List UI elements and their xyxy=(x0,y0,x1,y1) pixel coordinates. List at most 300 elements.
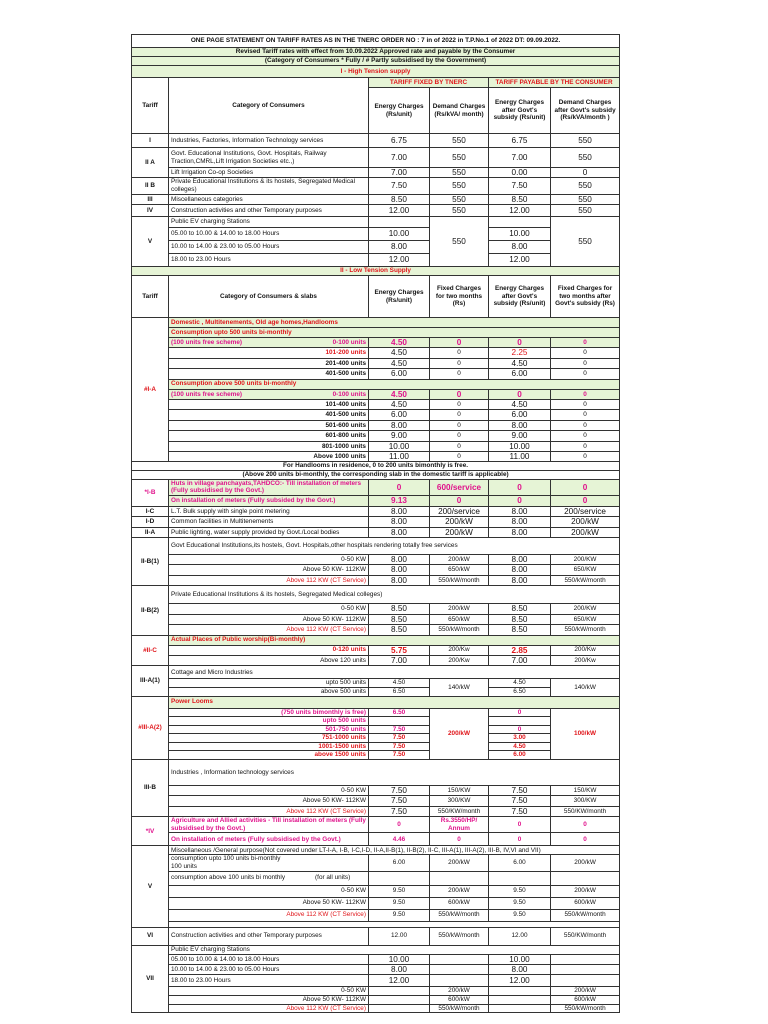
table-row xyxy=(132,228,620,241)
table-row xyxy=(132,796,620,806)
energy-after: 12.00 xyxy=(489,254,551,267)
fixed: 0 xyxy=(430,358,489,368)
fixed: 0 xyxy=(430,389,489,399)
fixed: 0 xyxy=(430,369,489,379)
table-row xyxy=(132,148,620,168)
table-row xyxy=(132,241,620,254)
table-row xyxy=(132,506,620,516)
fixed: 140/kW xyxy=(430,679,489,696)
slab-label: 201-400 units xyxy=(169,358,369,368)
fixed: 0 xyxy=(430,420,489,430)
load-slab: Above 50 KW- 112KW xyxy=(169,996,369,1005)
energy: 0 xyxy=(369,479,430,495)
fixed-after: 0 xyxy=(551,358,620,368)
table-row xyxy=(132,276,620,318)
category xyxy=(169,871,369,885)
fixed: 0 xyxy=(430,338,489,348)
energy-after: 6.00 xyxy=(489,369,551,379)
energy: 7.50 xyxy=(369,796,430,806)
table-row xyxy=(132,760,620,786)
energy-after: 8.00 xyxy=(489,965,551,975)
fixed-after: 650/KW xyxy=(551,565,620,575)
fixed: 550/kW/month xyxy=(430,625,489,635)
tariff-code: VI xyxy=(132,927,169,945)
energy-after xyxy=(489,996,551,1005)
table-row xyxy=(132,996,620,1005)
category: Common facilities in Multitenements xyxy=(169,517,369,527)
col-energy-after: Energy Charges after Govt's subsidy (Rs/unit) xyxy=(489,88,551,134)
table-row xyxy=(132,168,620,178)
fixed: 0 xyxy=(430,400,489,410)
table-row xyxy=(132,965,620,975)
energy-after: 3.00 xyxy=(489,734,551,743)
energy: 9.50 xyxy=(369,897,430,909)
category: Cottage and Micro Industries xyxy=(169,666,620,679)
slab-label: 751-1000 units xyxy=(169,734,369,743)
energy: 5.75 xyxy=(369,645,430,655)
slab-range: 100 units xyxy=(171,863,197,871)
energy: 7.00 xyxy=(369,655,430,665)
col-category: Category of Consumers & slabs xyxy=(169,276,369,318)
load-slab: Above 50 KW- 112KW xyxy=(169,614,369,624)
slab-label: 1001-1500 units xyxy=(169,742,369,751)
energy: 4.50 xyxy=(369,358,430,368)
table-row xyxy=(132,927,620,945)
tariff-code: *I-B xyxy=(132,479,169,506)
table-row xyxy=(132,604,620,614)
energy: 7.50 xyxy=(369,742,430,751)
time-slab: 18.00 to 23.00 Hours xyxy=(169,254,369,267)
table-row xyxy=(132,909,620,921)
slab-label: consumption above 100 units bi monthly xyxy=(171,874,286,882)
energy-after: 0 xyxy=(489,479,551,495)
table-row xyxy=(132,871,620,885)
energy: 4.50 xyxy=(369,338,430,348)
table-row xyxy=(132,389,620,399)
energy: 12.00 xyxy=(369,975,430,987)
demand-after: 550 xyxy=(551,178,620,194)
table-row xyxy=(132,35,620,48)
energy-after: 7.50 xyxy=(489,178,551,194)
tnerc-head: TARIFF FIXED BY TNERC xyxy=(369,78,489,88)
energy-after: 8.00 xyxy=(489,527,551,537)
col-tariff: Tariff xyxy=(132,78,169,134)
energy: 7.50 xyxy=(369,751,430,760)
demand: 550 xyxy=(430,194,489,204)
table-row xyxy=(132,517,620,527)
slab-label xyxy=(169,338,369,348)
fixed xyxy=(430,954,489,964)
energy-after: 0 xyxy=(489,833,551,846)
category: Construction activities and other Temporary purposes xyxy=(169,927,369,945)
fixed-after: 0 xyxy=(551,389,620,399)
col-tariff: Tariff xyxy=(132,276,169,318)
energy-after: 0 xyxy=(489,495,551,506)
energy: 6.00 xyxy=(369,855,430,871)
fixed: 550/kW/month xyxy=(430,909,489,921)
load-slab: Above 50 KW- 112KW xyxy=(169,565,369,575)
tariff-code: II B xyxy=(132,178,169,194)
energy: 8.50 xyxy=(369,604,430,614)
fixed-after: 0 xyxy=(551,420,620,430)
energy-after: 8.50 xyxy=(489,625,551,635)
energy-after: 6.00 xyxy=(489,410,551,420)
energy-after xyxy=(489,217,551,228)
energy xyxy=(369,1004,430,1013)
free-scheme-label: (100 units free scheme) xyxy=(171,338,243,346)
col-fixed: Fixed Charges for two months (Rs) xyxy=(430,276,489,318)
energy-after: 4.50 xyxy=(489,679,551,688)
tariff-code: I-D xyxy=(132,517,169,527)
fixed-after: 0 xyxy=(551,479,620,495)
section-ht: I - High Tension supply xyxy=(132,66,620,78)
energy: 8.00 xyxy=(369,420,430,430)
load-slab: 0-50 KW xyxy=(169,786,369,796)
load-slab: Above 50 KW- 112KW xyxy=(169,796,369,806)
energy: 12.00 xyxy=(369,254,430,267)
energy: 12.00 xyxy=(369,927,430,945)
fixed: 550/kW/month xyxy=(430,927,489,945)
slab-label: upto 500 units xyxy=(169,679,369,688)
energy-after: 9.50 xyxy=(489,897,551,909)
page-subtitle: Revised Tariff rates with effect from 10.09.2022 Approved rate and payable by the Consumer xyxy=(132,48,620,57)
time-slab: 05.00 to 10.00 & 14.00 to 18.00 Hours xyxy=(169,954,369,964)
fixed: 200/kW xyxy=(430,885,489,897)
category: Private Educational Institutions & its hostels, Segregated Medical colleges) xyxy=(169,586,620,604)
energy-after: 9.50 xyxy=(489,909,551,921)
energy-after: 0 xyxy=(489,338,551,348)
fixed: 150/KW xyxy=(430,786,489,796)
energy-after: 2.85 xyxy=(489,645,551,655)
energy-after: 8.00 xyxy=(489,565,551,575)
tariff-code: IV xyxy=(132,205,169,217)
table-row xyxy=(132,625,620,635)
energy-after: 6.75 xyxy=(489,134,551,148)
energy-after: 12.00 xyxy=(489,205,551,217)
table-row xyxy=(132,452,620,462)
slab-label: 101-200 units xyxy=(169,348,369,358)
energy: 8.50 xyxy=(369,194,430,204)
category: On installation of meters (Fully subsided by the Govt.) xyxy=(169,495,369,506)
slab-label: 601-800 units xyxy=(169,431,369,441)
table-row xyxy=(132,217,620,228)
fixed xyxy=(430,965,489,975)
time-slab: 05.00 to 10.00 & 14.00 to 18.00 Hours xyxy=(169,228,369,241)
energy-after: 12.00 xyxy=(489,975,551,987)
category: On installation of meters (Fully subsidised by the Govt.) xyxy=(169,833,369,846)
energy-after: 11.00 xyxy=(489,452,551,462)
energy: 8.50 xyxy=(369,614,430,624)
handloom-note: For Handlooms in residence, 0 to 200 units bimonthly is free. xyxy=(132,462,620,471)
domestic-head: Domestic , Multitenements, Old age homes,Handlooms xyxy=(169,318,620,328)
table-row xyxy=(132,945,620,954)
energy-after: 0.00 xyxy=(489,168,551,178)
table-row xyxy=(132,575,620,585)
tariff-code: #I-A xyxy=(132,318,169,462)
energy-after: 0 xyxy=(489,817,551,833)
fixed: 600/service xyxy=(430,479,489,495)
fixed-after: 0 xyxy=(551,495,620,506)
fixed-after: 200/kW xyxy=(551,517,620,527)
fixed xyxy=(430,871,489,885)
table-row xyxy=(132,57,620,66)
energy-after: 7.50 xyxy=(489,786,551,796)
energy-after: 7.50 xyxy=(489,806,551,816)
table-row xyxy=(132,338,620,348)
fixed-after: 0 xyxy=(551,410,620,420)
energy-after: 7.00 xyxy=(489,148,551,168)
table-row xyxy=(132,66,620,78)
fixed: 650/kW xyxy=(430,565,489,575)
table-row xyxy=(132,687,620,696)
slab-label: Above 120 units xyxy=(169,655,369,665)
category: Public EV charging Stations xyxy=(169,217,369,228)
table-row xyxy=(132,410,620,420)
demand: 550 xyxy=(430,217,489,267)
fixed xyxy=(430,975,489,987)
table-row xyxy=(132,431,620,441)
table-row xyxy=(132,846,620,855)
fixed: 200/Kw xyxy=(430,645,489,655)
fixed-after: 200/service xyxy=(551,506,620,516)
table-row xyxy=(132,194,620,204)
fixed: 200/Kw xyxy=(430,655,489,665)
category: Miscellaneous /General purpose(Not covered under LT-I-A, I-B, I-C,I-D, II-A,II-B(1), II-B(2), II-C, III-A(1), III-A(2), III-B, IV,VI and VII) xyxy=(169,846,620,855)
energy: 10.00 xyxy=(369,228,430,241)
slab-label: above 500 units xyxy=(169,687,369,696)
tariff-code: II-B(1) xyxy=(132,538,169,586)
energy: 7.50 xyxy=(369,806,430,816)
table-row xyxy=(132,495,620,506)
table-row xyxy=(132,400,620,410)
fixed: Rs.3550/HP/ Annum xyxy=(430,817,489,833)
energy-after: 6.00 xyxy=(489,751,551,760)
table-row xyxy=(132,717,620,726)
demand: 550 xyxy=(430,205,489,217)
category: Actual Places of Public worship(Bi-monthly) xyxy=(169,635,620,645)
load-slab: Above 112 KW (CT Service) xyxy=(169,1004,369,1013)
fixed-after: 0 xyxy=(551,452,620,462)
fixed: 200/kW xyxy=(430,855,489,871)
fixed-after: 0 xyxy=(551,833,620,846)
table-row xyxy=(132,987,620,996)
col-demand: Demand Charges (Rs/kVA/ month) xyxy=(430,88,489,134)
fixed-after: 0 xyxy=(551,431,620,441)
col-energy-after: Energy Charges after Govt's subsidy (Rs/unit) xyxy=(489,276,551,318)
energy-after xyxy=(489,1004,551,1013)
energy: 8.00 xyxy=(369,555,430,565)
energy: 4.50 xyxy=(369,400,430,410)
table-row xyxy=(132,786,620,796)
fixed-after xyxy=(551,975,620,987)
slab-label: above 1500 units xyxy=(169,751,369,760)
table-row xyxy=(132,806,620,816)
fixed-after xyxy=(551,954,620,964)
load-slab: Above 112 KW (CT Service) xyxy=(169,575,369,585)
page-title: ONE PAGE STATEMENT ON TARIFF RATES AS IN THE TNERC ORDER NO : 7 in of 2022 in T.P.No.1 of 2022 DT: 09.09.2022. xyxy=(132,35,620,48)
energy-after: 0 xyxy=(489,725,551,734)
demand-after: 550 xyxy=(551,134,620,148)
table-row xyxy=(132,975,620,987)
table-row xyxy=(132,855,620,871)
energy: 4.50 xyxy=(369,389,430,399)
fixed-after: 0 xyxy=(551,817,620,833)
time-slab: 18.00 to 23.00 Hours xyxy=(169,975,369,987)
page-subtitle-2: (Category of Consumers * Fully / # Partly subsidised by the Government) xyxy=(132,57,620,66)
load-slab: Above 112 KW (CT Service) xyxy=(169,625,369,635)
energy-after xyxy=(489,717,551,726)
energy-after: 8.50 xyxy=(489,614,551,624)
energy: 7.50 xyxy=(369,734,430,743)
tariff-sheet xyxy=(131,34,619,1013)
fixed-after: 100/kW xyxy=(551,708,620,760)
energy-after: 8.50 xyxy=(489,604,551,614)
energy: 12.00 xyxy=(369,205,430,217)
upto500-head: Consumption upto 500 units bi-monthly xyxy=(169,328,620,338)
table-row xyxy=(132,586,620,604)
table-row xyxy=(132,78,620,88)
fixed: 200/kW xyxy=(430,708,489,760)
fixed-after: 200/KW xyxy=(551,604,620,614)
demand-after: 550 xyxy=(551,217,620,267)
energy-after: 6.00 xyxy=(489,855,551,871)
fixed-after: 550/KW/month xyxy=(551,806,620,816)
category: Public lighting, water supply provided by Govt./Local bodies xyxy=(169,527,369,537)
category: Miscellaneous categories xyxy=(169,194,369,204)
fixed-after xyxy=(551,871,620,885)
table-row xyxy=(132,267,620,276)
fixed: 600/kW xyxy=(430,897,489,909)
table-row xyxy=(132,742,620,751)
slab-label: upto 500 units xyxy=(169,717,369,726)
energy-after: 8.00 xyxy=(489,241,551,254)
tariff-code: *IV xyxy=(132,817,169,846)
table-row xyxy=(132,751,620,760)
fixed-after: 550/KW/month xyxy=(551,927,620,945)
fixed: 300/KW xyxy=(430,796,489,806)
demand: 550 xyxy=(430,168,489,178)
energy: 10.00 xyxy=(369,441,430,451)
slab-label: 801-1000 units xyxy=(169,441,369,451)
energy xyxy=(369,217,430,228)
energy: 10.00 xyxy=(369,954,430,964)
fixed-after: 150/KW xyxy=(551,786,620,796)
table-row xyxy=(132,666,620,679)
fixed-after: 200/kW xyxy=(551,885,620,897)
tariff-table xyxy=(131,34,620,1013)
fixed-after: 550/kW/month xyxy=(551,575,620,585)
energy-after: 0 xyxy=(489,708,551,717)
table-row xyxy=(132,565,620,575)
energy-after: 4.50 xyxy=(489,358,551,368)
table-row xyxy=(132,725,620,734)
tariff-code: I-C xyxy=(132,506,169,516)
tariff-code: V xyxy=(132,846,169,927)
fixed: 0 xyxy=(430,410,489,420)
category: Power Looms xyxy=(169,696,620,708)
slab-label: (750 units bimonthly is free) xyxy=(169,708,369,717)
fixed-after: 200/KW xyxy=(551,555,620,565)
table-row xyxy=(132,328,620,338)
table-row xyxy=(132,48,620,57)
fixed-after: 550/kW/month xyxy=(551,909,620,921)
energy xyxy=(369,987,430,996)
fixed: 200/kW xyxy=(430,527,489,537)
energy-after: 0 xyxy=(489,389,551,399)
section-lt: II - Low Tension Supply xyxy=(132,267,620,276)
energy: 6.50 xyxy=(369,687,430,696)
fixed-after: 200/Kw xyxy=(551,655,620,665)
energy-after: 10.00 xyxy=(489,441,551,451)
fixed: 0 xyxy=(430,495,489,506)
load-slab: Above 112 KW (CT Service) xyxy=(169,806,369,816)
col-energy: Energy Charges (Rs/unit) xyxy=(369,88,430,134)
category: Public EV charging Stations xyxy=(169,945,620,954)
fixed-after: 600/kW xyxy=(551,897,620,909)
slab-range: 0-100 units xyxy=(332,338,366,346)
tariff-code: VII xyxy=(132,945,169,1013)
fixed-after: 650/KW xyxy=(551,614,620,624)
energy-after: 8.00 xyxy=(489,506,551,516)
energy-after: 2.25 xyxy=(489,348,551,358)
table-row xyxy=(132,527,620,537)
category: Industries , Information technology services xyxy=(169,760,620,786)
category: Lift Irrigation Co-op Societies xyxy=(169,168,369,178)
fixed: 550/KW/month xyxy=(430,806,489,816)
table-row xyxy=(132,655,620,665)
energy xyxy=(369,871,430,885)
energy-after: 9.00 xyxy=(489,431,551,441)
table-row xyxy=(132,178,620,194)
table-row xyxy=(132,134,620,148)
demand: 550 xyxy=(430,134,489,148)
energy: 9.50 xyxy=(369,909,430,921)
category: Huts in village panchayats,TAHDCO:- Till installation of meters (Fully subsidised by the Govt.) xyxy=(169,479,369,495)
load-slab: 0-50 KW xyxy=(169,885,369,897)
table-row xyxy=(132,420,620,430)
energy: 7.00 xyxy=(369,168,430,178)
fixed-after: 300/KW xyxy=(551,796,620,806)
energy: 7.50 xyxy=(369,786,430,796)
table-row xyxy=(132,817,620,833)
tariff-code: III-A(1) xyxy=(132,666,169,696)
table-row xyxy=(132,462,620,471)
energy: 8.50 xyxy=(369,625,430,635)
slab-label: 401-500 units xyxy=(169,410,369,420)
category: L.T. Bulk supply with single point metering xyxy=(169,506,369,516)
demand: 550 xyxy=(430,148,489,168)
energy: 6.00 xyxy=(369,410,430,420)
energy xyxy=(369,996,430,1005)
energy: 8.00 xyxy=(369,517,430,527)
energy-after: 8.00 xyxy=(489,555,551,565)
table-row xyxy=(132,348,620,358)
fixed: 200/kW xyxy=(430,517,489,527)
table-row xyxy=(132,254,620,267)
energy: 9.50 xyxy=(369,885,430,897)
energy: 4.46 xyxy=(369,833,430,846)
energy: 9.13 xyxy=(369,495,430,506)
tariff-code: III xyxy=(132,194,169,204)
category: Govt Educational Institutions,its hostels, Govt. Hospitals,other hospitals rendering totally free services xyxy=(169,538,620,555)
table-row xyxy=(132,614,620,624)
load-slab: 0-50 KW xyxy=(169,555,369,565)
table-row xyxy=(132,954,620,964)
energy-after: 8.00 xyxy=(489,420,551,430)
category xyxy=(169,855,369,871)
energy: 8.00 xyxy=(369,527,430,537)
fixed: 650/kW xyxy=(430,614,489,624)
